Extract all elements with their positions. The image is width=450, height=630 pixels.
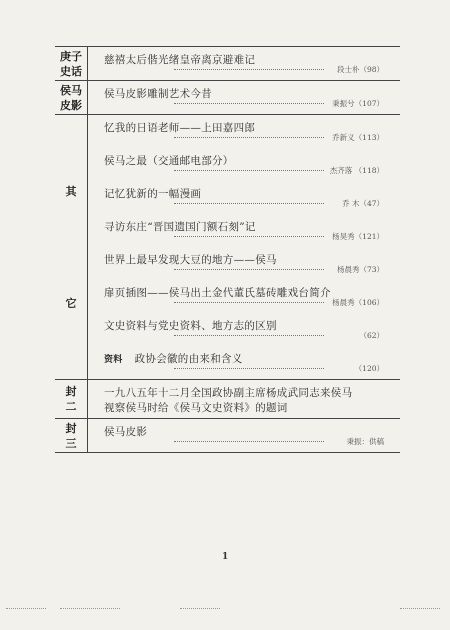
toc-entry [104,214,396,247]
page-number: 1 [222,552,229,562]
toc-entry [104,47,396,80]
section-entries [88,115,400,379]
section-label-line: 史话 [60,64,82,78]
section-label-line: 其 [65,184,77,198]
section-label [55,419,88,452]
dot-leader [174,137,324,138]
dot-leader [174,269,324,270]
scan-artifact [60,608,120,609]
section-label-line: 封 [65,385,77,398]
entry-tag: 资料 [104,355,123,365]
toc-entry [104,419,396,452]
toc-entry [104,181,396,214]
section-entries [88,380,400,418]
dot-leader [174,69,324,70]
section-label-line: 庚子 [60,49,82,63]
entry-title-text: 政协会徽的由来和含义 [134,353,243,365]
dot-leader [174,441,324,442]
entry-author-page: 秉振兮（107） [332,99,384,108]
dot-leader [174,236,324,237]
entry-author-page: 杰齐落 （118） [329,166,384,175]
entry-title: 寻访东庄“晋国遗国门额石刻”记 [104,221,256,233]
dot-leader [174,335,324,336]
entry-title-line2: 视察侯马时给《侯马文史资料》的题词 [104,402,288,414]
toc-section-houma-piying [55,81,400,115]
toc-entry [104,380,396,418]
section-label-line: 皮影 [60,98,82,112]
section-label-line: 侯马 [60,83,82,97]
entry-author-page: （120） [354,364,384,373]
dot-leader [174,203,324,204]
entry-author-page: 乔 木（47） [342,199,384,208]
entry-title: 记忆犹新的一幅漫画 [104,188,202,200]
entry-author-page: 杨晨秀（73） [336,265,384,274]
toc-section-gengzi [55,46,400,81]
entry-author-page: 杨昊秀（121） [332,232,384,241]
entry-author-page: 杨晨秀（106） [332,298,384,307]
entry-author-page: 乔新义（113） [332,133,384,142]
entry-title: 一九八五年十二月全国政协副主席杨成武同志来侯马 [104,387,353,399]
section-entries [88,47,400,80]
section-label [55,47,88,80]
section-label-line: 二 [65,400,77,413]
entry-title: 侯马皮影雕制艺术今昔 [104,88,212,100]
entry-title: 世界上最早发现大豆的地方——侯马 [104,254,277,266]
toc-entry [104,81,396,114]
dot-leader [174,368,324,369]
section-label-line: 封 [65,421,77,435]
entry-author-page: （62） [359,331,384,340]
scan-artifact [6,608,46,609]
section-label [55,380,88,418]
entry-title: 忆我的日语老师——上田嘉四郎 [104,122,256,134]
table-of-contents [55,46,400,453]
section-entries [88,419,400,452]
entry-title: 慈禧太后偕光绪皇帝离京避难记 [104,54,256,66]
scan-artifact [400,608,440,609]
section-label-line: 它 [65,296,77,310]
toc-entry [104,148,396,181]
toc-section-inside-front-cover [55,380,400,419]
toc-entry [104,247,396,280]
toc-entry [104,346,396,379]
entry-title: 侯马皮影 [104,426,148,438]
toc-section-inside-back-cover [55,419,400,453]
toc-entry [104,313,396,346]
section-label-line: 三 [65,436,77,450]
section-label [55,115,88,379]
dot-leader [174,302,324,303]
dot-leader [174,170,324,171]
entry-author-page: 段士朴（98） [336,65,384,74]
toc-entry [104,280,396,313]
section-label [55,81,88,114]
toc-section-other [55,115,400,380]
entry-title: 文史资料与党史资料、地方志的区别 [104,320,277,332]
scan-artifact [180,608,220,609]
entry-author-page: 秉振：供稿 [346,437,384,446]
entry-title: 侯马之最（交通邮电部分） [104,155,234,167]
section-entries [88,81,400,114]
entry-title [104,351,243,366]
dot-leader [174,103,324,104]
entry-title: 扉页插图——侯马出土金代董氏墓砖雕戏台简介 [104,287,331,299]
toc-entry [104,115,396,148]
